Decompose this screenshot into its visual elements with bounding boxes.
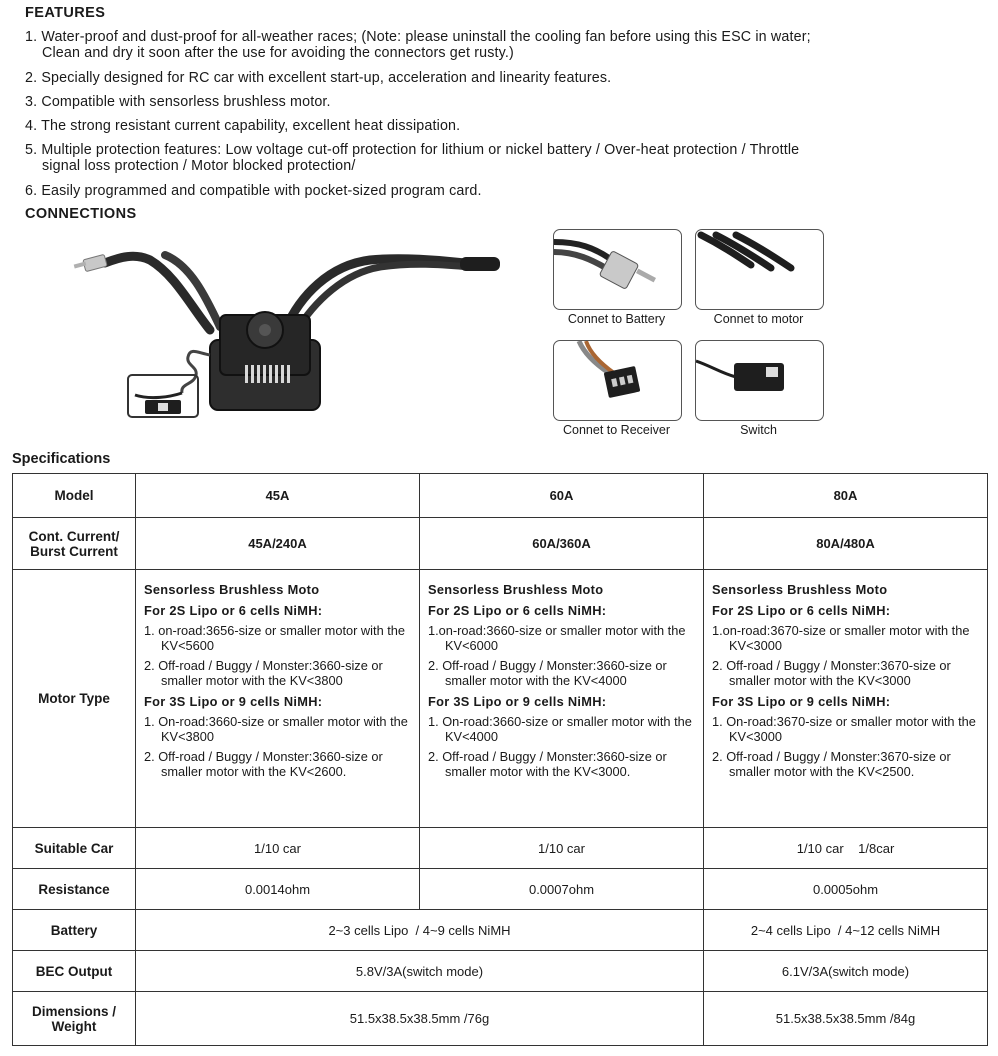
table-row [13,869,988,910]
table-row [13,828,988,869]
feature-item-2: 2. Specially designed for RC car with excellent start-up, acceleration and linearity features. [25,70,612,86]
resistance-cell: 0.0007ohm [420,869,704,910]
motor-type-cell: Sensorless Brushless Moto For 2S Lipo or 6 cells NiMH: 1.on-road:3670-size or smaller motor with the KV<3000 2. Off-road / Buggy / Monster:3670-size or smaller motor with the KV<3000 For 3S Lipo or 9 cells NiMH: 1. On-road:3670-size or smaller motor with the KV<3000 2. Off-road / Buggy / Monster:3670-size or smaller motor with the KV<2500. [704,570,988,828]
battery-connector-image [553,229,682,310]
battery-label: Battery [13,910,136,951]
motor-connector-image [695,229,824,310]
dimensions-label: Dimensions / Weight [13,992,136,1046]
table-row [13,570,988,828]
bec-output-cell: 5.8V/3A(switch mode) [136,951,704,992]
bec-output-cell: 6.1V/3A(switch mode) [704,951,988,992]
resistance-label: Resistance [13,869,136,910]
feature-item-5: 5. Multiple protection features: Low voltage cut-off protection for lithium or nickel battery / Over-heat protection / Throttle signal loss protection / Motor blocked protection/ [25,142,800,174]
specifications-table [12,473,988,1046]
battery-cell: 2~3 cells Lipo / 4~9 cells NiMH [136,910,704,951]
dimensions-cell: 51.5x38.5x38.5mm /76g [136,992,704,1046]
model-label: Model [13,474,136,518]
table-row [13,992,988,1046]
table-row [13,518,988,570]
switch-image [695,340,824,421]
motor-type-label: Motor Type [13,570,136,828]
table-row [13,910,988,951]
battery-cell: 2~4 cells Lipo / 4~12 cells NiMH [704,910,988,951]
suitable-car-cell: 1/10 car [136,828,420,869]
battery-connector-caption: Connet to Battery [567,312,666,326]
motor-type-cell: Sensorless Brushless Moto For 2S Lipo or 6 cells NiMH: 1. on-road:3656-size or smaller motor with the KV<5600 2. Off-road / Buggy / Monster:3660-size or smaller motor with the KV<3800 For 3S Lipo or 9 cells NiMH: 1. On-road:3660-size or smaller motor with the KV<3800 2. Off-road / Buggy / Monster:3660-size or smaller motor with the KV<2600. [136,570,420,828]
feature-item-3: 3. Compatible with sensorless brushless motor. [25,94,331,110]
feature-item-4: 4. The strong resistant current capability, excellent heat dissipation. [25,118,461,134]
bec-output-label: BEC Output [13,951,136,992]
specifications-title: Specifications [12,451,111,467]
feature-item-1: 1. Water-proof and dust-proof for all-weather races; (Note: please uninstall the cooling fan before using this ESC in water; Clean and dry it soon after the use for avoiding the connectors get rusty.) [25,29,811,61]
model-cell: 45A [136,474,420,518]
current-label: Cont. Current/ Burst Current [13,518,136,570]
receiver-connector-caption: Connet to Receiver [562,423,670,437]
motor-type-cell: Sensorless Brushless Moto For 2S Lipo or 6 cells NiMH: 1.on-road:3660-size or smaller motor with the KV<6000 2. Off-road / Buggy / Monster:3660-size or smaller motor with the KV<4000 For 3S Lipo or 9 cells NiMH: 1. On-road:3660-size or smaller motor with the KV<4000 2. Off-road / Buggy / Monster:3660-size or smaller motor with the KV<3000. [420,570,704,828]
current-cell: 60A/360A [420,518,704,570]
receiver-connector-image [553,340,682,421]
motor-connector-caption: Connet to motor [713,312,804,326]
resistance-cell: 0.0014ohm [136,869,420,910]
table-row [13,474,988,518]
suitable-car-label: Suitable Car [13,828,136,869]
suitable-car-cell: 1/10 car [420,828,704,869]
resistance-cell: 0.0005ohm [704,869,988,910]
switch-caption: Switch [740,423,777,437]
table-row [13,951,988,992]
suitable-car-cell: 1/10 car 1/8car [704,828,988,869]
connections-heading: CONNECTIONS [25,206,137,222]
model-cell: 60A [420,474,704,518]
current-cell: 45A/240A [136,518,420,570]
esc-product-image [70,235,510,430]
feature-item-6: 6. Easily programmed and compatible with pocket-sized program card. [25,183,482,199]
model-cell: 80A [704,474,988,518]
dimensions-cell: 51.5x38.5x38.5mm /84g [704,992,988,1046]
features-heading: FEATURES [25,5,106,21]
current-cell: 80A/480A [704,518,988,570]
